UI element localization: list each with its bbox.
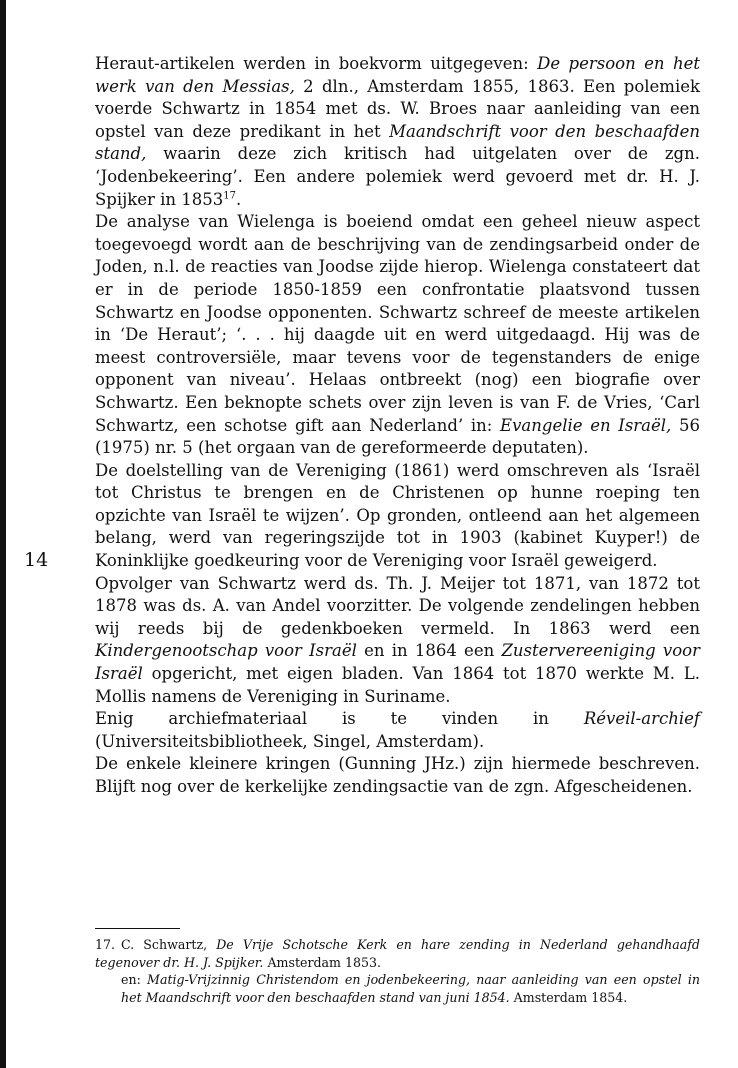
- italic-title: Maandschrift voor den beschaafden stand,: [95, 121, 700, 164]
- italic-title: De persoon en het werk van den Messias,: [95, 54, 701, 96]
- text-run: De analyse van Wielenga is boeiend omdat een geheel nieuw aspect toegevoegd wordt aan de beschrijving van de zendingsarbeid onder de Joden, n.l. de reacties van Joodse zijde hierop. Wielenga constateert dat er in de periode 1850-1859 een confrontatie plaatsvond tussen Schwartz en Joodse opponenten. Schwartz schreef de meeste artikelen in ‘De Heraut’; ‘. . . hij daagde uit en werd uitgedaagd. Hij was de meest controversiële, maar tevens voor de tegenstanders de enige opponent van niveau’. Helaas ontbreekt (nog) een biografie over Schwartz. Een beknopte schets over zijn leven is van F. de Vries, ‘Carl Schwartz, een schotse gift aan Nederland’ in:: [95, 212, 700, 435]
- text-run: C. Schwartz,: [121, 937, 217, 952]
- italic-title: De Vrije Schotsche Kerk en hare zending in Nederland gehandhaafd tegenover dr. H. J. Spijker.: [95, 937, 700, 970]
- footnote-number: 17.: [95, 937, 116, 952]
- footnote-entry: [95, 971, 700, 1006]
- text-run: opgericht, met eigen bladen. Van 1864 tot 1870 werkte M. L. Mollis namens de Vereniging in Suriname.: [95, 664, 700, 706]
- text-run: Opvolger van Schwartz werd ds. Th. J. Meijer tot 1871, van 1872 tot 1878 was ds. A. van Andel voorzitter. De volgende zendelingen hebben wij reeds bij de gedenkboeken vermeld. In 1863 werd een: [95, 573, 700, 638]
- text-run: 2 dln., Amsterdam 1855, 1863. Een polemiek voerde Schwartz in 1854 met ds. W. Broes naar aanleiding van een opstel van deze predikant in het: [95, 76, 700, 141]
- text-run: en:: [121, 972, 148, 988]
- paragraph: [95, 573, 700, 709]
- footnote-entry: [95, 936, 700, 971]
- italic-title: Réveil-archief: [583, 709, 700, 729]
- page-number: 14: [24, 549, 49, 571]
- text-run: Heraut-artikelen werden in boekvorm uitgegeven:: [95, 54, 538, 73]
- text-run: De doelstelling van de Vereniging (1861) werd omschreven als ‘Israël tot Christus te brengen en de Christenen op hunne roeping ten opzichte van Israël te wijzen’. Op gronden, ontleend aan het algemeen belang, werd van regeringszijde tot in 1903 (kabinet Kuyper!) de Koninklijke goedkeuring voor de Vereniging voor Israël geweigerd.: [95, 460, 700, 571]
- body-text: [95, 53, 700, 799]
- footnote-reference: 17: [223, 190, 237, 202]
- paragraph: [95, 211, 700, 460]
- text-run: waarin deze zich kritisch had uitgelaten over de zgn. ‘Jodenbekeering’. Een andere polemiek werd gevoerd met dr. H. J. Spijker in 1853: [95, 144, 700, 209]
- italic-title: Evangelie en Israël,: [500, 415, 672, 435]
- page-edge-border: [0, 0, 6, 1068]
- text-run: Enig archiefmateriaal is te vinden in: [95, 709, 584, 729]
- italic-title: Kindergenootschap voor Israël: [95, 641, 357, 661]
- italic-title: Matig-Vrijzinnig Christendom en jodenbekeering, naar aanleiding van een opstel in het Maandschrift voor den beschaafden stand van juni 1854.: [121, 972, 701, 1005]
- footnote-divider: [95, 928, 180, 929]
- paragraph: [95, 53, 700, 211]
- text-run: .: [236, 189, 242, 209]
- text-run: Amsterdam 1854.: [509, 989, 628, 1005]
- text-run: 56 (1975) nr. 5 (het orgaan van de gereformeerde deputaten).: [95, 415, 701, 458]
- paragraph: [95, 460, 700, 573]
- paragraph: [95, 753, 700, 798]
- text-run: (Universiteitsbibliotheek, Singel, Amsterdam).: [95, 731, 485, 751]
- paragraph: [95, 708, 700, 753]
- italic-title: Zustervereeniging voor Israël: [95, 641, 701, 684]
- footnote-17: [95, 936, 700, 1006]
- text-run: en in 1864 een: [356, 641, 502, 661]
- text-run: De enkele kleinere kringen (Gunning JHz.) zijn hiermede beschreven. Blijft nog over de kerkelijke zendingsactie van de zgn. Afgescheidenen.: [95, 754, 700, 796]
- text-run: Amsterdam 1853.: [263, 954, 382, 970]
